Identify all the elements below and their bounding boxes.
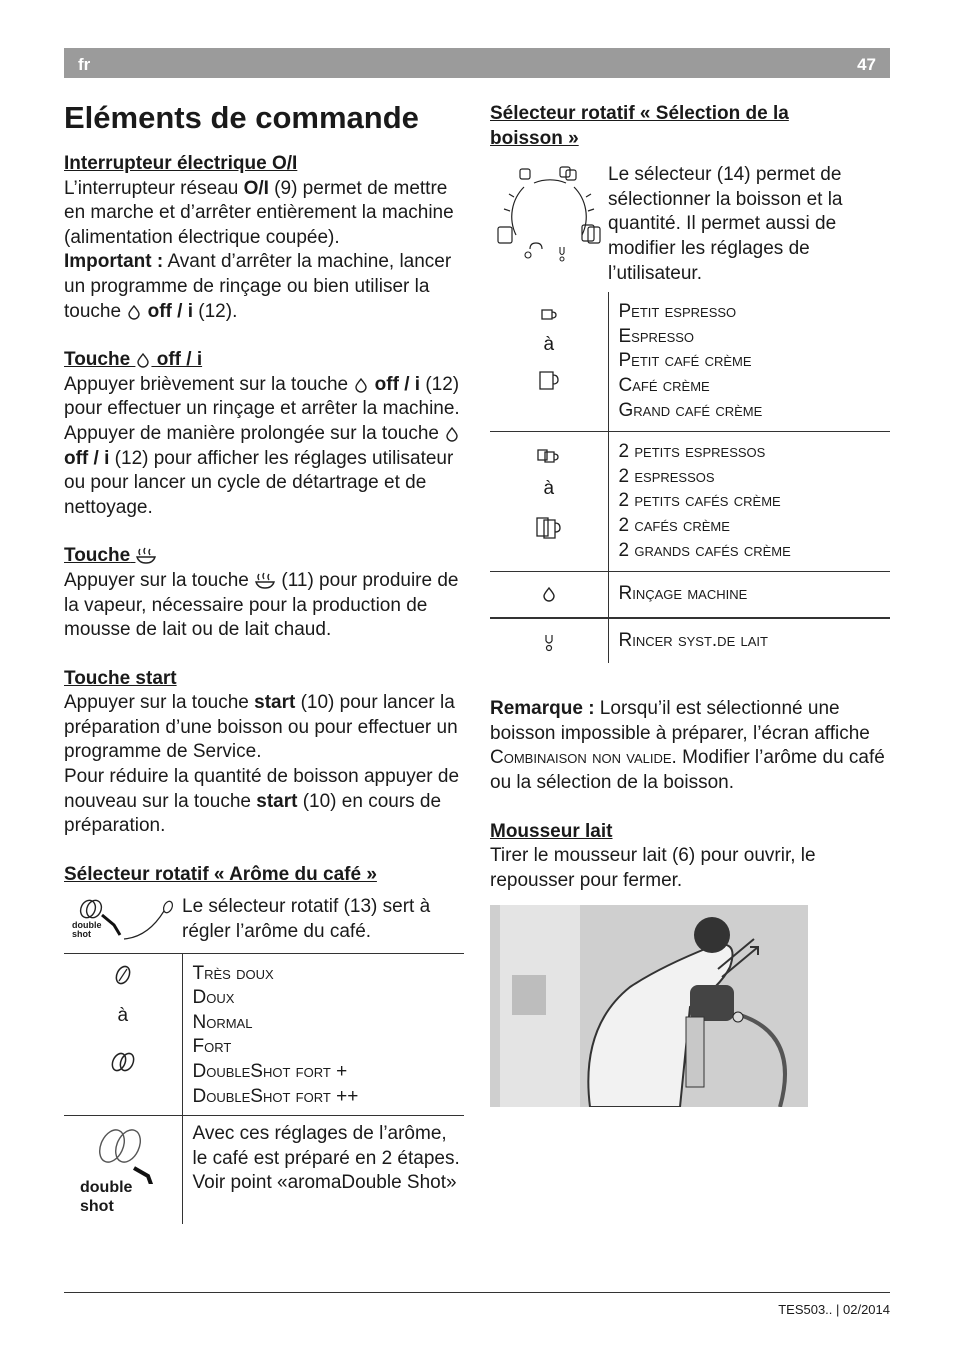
section-aroma-title: Sélecteur rotatif « Arôme du café » xyxy=(64,863,377,885)
beverage-option: Grand café crème xyxy=(618,399,763,421)
milk-system-icon xyxy=(543,633,555,653)
section-start-text: Appuyer sur la touche start (10) pour lancer la préparation d’une boisson ou pour effectuer un programme de Service. xyxy=(64,692,458,763)
section-start-title: Touche start xyxy=(64,667,177,689)
beverage-selector-title: Sélecteur rotatif « Sélection de la boisson » xyxy=(490,103,789,149)
two-cups-small-icon xyxy=(536,448,562,464)
page-number: 47 xyxy=(857,55,876,74)
rinse-option: Rinçage machine xyxy=(618,583,748,605)
aroma-dial-icon xyxy=(64,899,174,945)
beverage-table xyxy=(490,161,890,663)
language-label: fr xyxy=(78,55,91,74)
range-a: à xyxy=(543,334,555,356)
beverage-dial-icon xyxy=(490,161,608,271)
steam-icon xyxy=(135,547,157,565)
double-shot-label-2: shot xyxy=(80,1198,114,1216)
range-a: à xyxy=(543,478,555,500)
milk-frother-title: Mousseur lait xyxy=(490,820,613,842)
drop-icon xyxy=(444,426,460,442)
aroma-level: DoubleShot fort ++ xyxy=(192,1085,359,1107)
bean-single-icon xyxy=(113,964,133,986)
beverage-option: 2 cafés crème xyxy=(618,514,730,536)
aroma-note: Avec ces réglages de l’arôme, le café est préparé en 2 étapes. Voir point «aromaDouble Shot» xyxy=(192,1123,460,1194)
bean-double-icon xyxy=(108,1050,138,1074)
two-cups-large-icon xyxy=(535,516,563,540)
drop-icon xyxy=(126,304,142,320)
steam-icon xyxy=(254,572,276,590)
beverage-option: Espresso xyxy=(618,325,695,347)
page-footer xyxy=(64,1292,890,1317)
section-power-switch-text: L’interrupteur réseau O/I (9) permet de mettre en marche et d’arrêter entièrement la machine (alimentation électrique coupée). xyxy=(64,177,454,248)
range-a: à xyxy=(117,1004,129,1026)
beverage-option: 2 espressos xyxy=(618,465,715,487)
double-shot-icon xyxy=(78,1124,178,1220)
section-power-switch-title: Interrupteur électrique O/I xyxy=(64,153,298,174)
drop-icon xyxy=(353,377,369,393)
section-power-switch-important: Important : Avant d’arrêter la machine, lancer un programme de rinçage ou bien utiliser la touche off / i (12). xyxy=(64,251,452,322)
beverage-option: Petit café crème xyxy=(618,350,752,372)
aroma-level: Fort xyxy=(192,1036,232,1058)
aroma-level: Très doux xyxy=(192,962,274,984)
drop-icon xyxy=(135,352,151,368)
beverage-option: 2 petits cafés crème xyxy=(618,490,781,512)
section-off-title: Touche off / i xyxy=(64,349,203,371)
remark: Remarque : Lorsqu’il est sélectionné une boisson impossible à préparer, l’écran affiche Combinaison non valide. Modifier l’arôme du café ou la sélection de la boisson. xyxy=(490,698,885,794)
right-column xyxy=(490,102,890,1107)
aroma-levels xyxy=(182,953,464,1116)
aroma-level: Normal xyxy=(192,1011,253,1033)
single-beverages xyxy=(608,292,890,431)
aroma-intro: Le sélecteur rotatif (13) sert à régler l’arôme du café. xyxy=(182,896,431,943)
beverage-option: 2 grands cafés crème xyxy=(618,539,791,561)
double-beverages xyxy=(608,432,890,572)
double-shot-label: double xyxy=(80,1179,133,1197)
double-shot-label-small: double shot xyxy=(72,920,102,940)
aroma-table xyxy=(64,895,464,1224)
beverage-option: 2 petits espressos xyxy=(618,441,766,463)
cup-large-icon xyxy=(538,370,560,392)
milk-rinse-option: Rincer syst.de lait xyxy=(618,629,768,651)
beverage-option: Petit espresso xyxy=(618,301,737,323)
milk-frother-photo xyxy=(490,905,808,1107)
aroma-level: DoubleShot fort + xyxy=(192,1061,348,1082)
section-steam-title: Touche xyxy=(64,544,468,569)
section-off-text: Appuyer brièvement sur la touche off / i (12) pour effectuer un rinçage et arrêter la machine. Appuyer de manière prolongée sur la touche off / i (12) pour afficher les réglages utilisateur ou pour lancer un cycle de détartrage et de nettoyage. xyxy=(64,373,460,518)
left-column xyxy=(64,100,468,1224)
cup-small-icon xyxy=(540,308,558,322)
footer-text: TES503.. | 02/2014 xyxy=(778,1302,890,1317)
page-title: Eléments de commande xyxy=(64,100,419,135)
page-header xyxy=(64,48,890,78)
milk-frother-text: Tirer le mousseur lait (6) pour ouvrir, le repousser pour fermer. xyxy=(490,845,816,891)
section-steam-text: Appuyer sur la touche (11) pour produire de la vapeur, nécessaire pour la production de mousse de lait ou de lait chaud. xyxy=(64,569,459,641)
section-start-text-2: Pour réduire la quantité de boisson appuyer de nouveau sur la touche start (10) en cours de préparation. xyxy=(64,766,460,837)
beverage-intro: Le sélecteur (14) permet de sélectionner la boisson et la quantité. Il permet aussi de modifier les réglages de l’utilisateur. xyxy=(608,164,843,284)
aroma-level: Doux xyxy=(192,987,235,1009)
beverage-option: Café crème xyxy=(618,374,710,396)
drop-icon xyxy=(541,586,557,602)
